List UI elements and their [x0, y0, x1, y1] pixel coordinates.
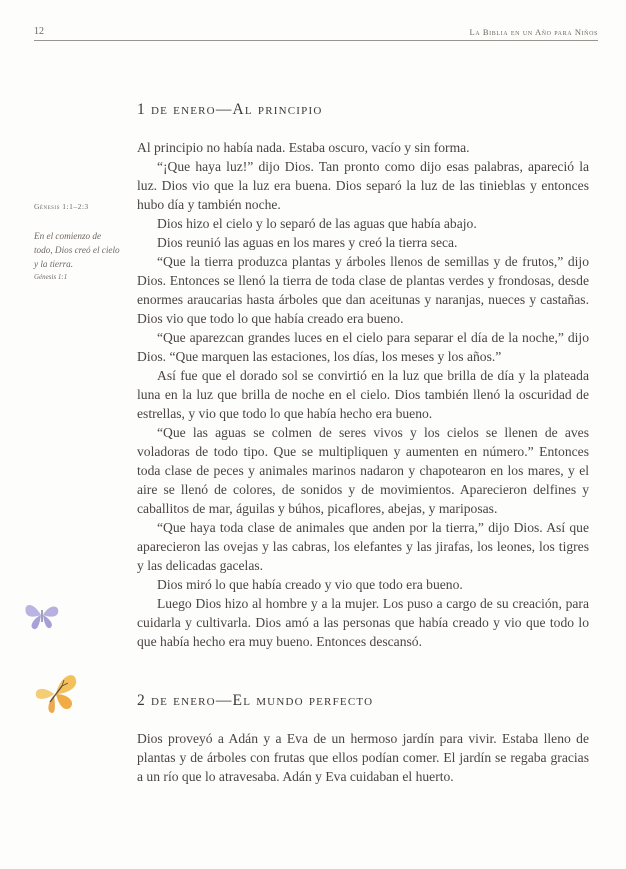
sidenote-reference: Génesis 1:1–2:3 — [34, 202, 89, 211]
section-1-body — [137, 138, 589, 651]
paragraph: “Que aparezcan grandes luces en el cielo para separar el día de la noche,” dijo Dios. “Que marquen las estaciones, los días, los meses y los años.” — [137, 330, 589, 364]
paragraph: “Que las aguas se colmen de seres vivos y los cielos se llenen de aves voladoras de todo tipo. Que se multipliquen y aumenten en número.” Entonces toda clase de peces y animales marinos nadaron y chapotearon en los mares, y el aire se llenó de colores, de sonidos y de movimientos. Aparecieron delfines y caballitos de mar, águilas y búhos, picaflores, abejas, y mariposas. — [137, 425, 589, 516]
section-2-body — [137, 729, 589, 786]
running-title: La Biblia en un Año para Niños — [469, 27, 598, 37]
purple-butterfly-icon — [22, 598, 62, 632]
header-rule — [34, 40, 598, 41]
section-1-heading-block — [137, 101, 589, 119]
paragraph: Dios reunió las aguas en los mares y creó la tierra seca. — [157, 235, 458, 250]
section-2-heading-block — [137, 692, 589, 710]
paragraph: “Que la tierra produzca plantas y árboles llenos de semillas y de frutos,” dijo Dios. Entonces se llenó la tierra de toda clase de plantas verdes y frondosas, desde enormes araucarias hasta árboles que dan aceitunas y naranjas, nueces y castañas. Dios vio que todo lo que había creado era bueno. — [137, 254, 589, 326]
sidenote-quote-source: Génesis 1:1 — [34, 273, 68, 281]
section-heading: 1 de enero—Al principio — [137, 101, 323, 118]
sidenote-quote — [34, 229, 120, 283]
paragraph: Dios hizo el cielo y lo separó de las aguas que había abajo. — [157, 216, 477, 231]
paragraph: Dios proveyó a Adán y a Eva de un hermoso jardín para vivir. Estaba lleno de plantas y de árboles con frutas que ellos podían comer. El jardín se regaba gracias a un río que lo atravesaba. Adán y Eva cuidaban el huerto. — [137, 731, 589, 784]
paragraph: “Que haya toda clase de animales que anden por la tierra,” dijo Dios. Así que aparecieron las ovejas y las cabras, los elefantes y las jirafas, los leones, los tigres y las delicadas gacelas. — [137, 520, 589, 573]
orange-butterfly-icon — [30, 668, 84, 720]
paragraph: Dios miró lo que había creado y vio que todo era bueno. — [157, 577, 463, 592]
paragraph: “¡Que haya luz!” dijo Dios. Tan pronto como dijo esas palabras, apareció la luz. Dios vio que la luz era buena. Dios separó la luz de las tinieblas y entonces hubo día y también noche. — [137, 159, 589, 212]
paragraph: Al principio no había nada. Estaba oscuro, vacío y sin forma. — [137, 140, 470, 155]
page-number: 12 — [34, 26, 44, 37]
sidenote-quote-text: En el comienzo de todo, Dios creó el cielo y la tierra. — [34, 231, 120, 269]
paragraph: Así fue que el dorado sol se convirtió en la luz que brilla de día y la plateada luna en la luz que brilla de noche en el cielo. Dios también llenó la oscuridad de estrellas, y vio que todo lo que había hecho era bueno. — [137, 368, 589, 421]
paragraph: Luego Dios hizo al hombre y a la mujer. Los puso a cargo de su creación, para cuidarla y cultivarla. Dios amó a las personas que había creado y vio que todo lo que había hecho era muy bueno. Entonces descansó. — [137, 596, 589, 649]
section-heading: 2 de enero—El mundo perfecto — [137, 692, 374, 709]
